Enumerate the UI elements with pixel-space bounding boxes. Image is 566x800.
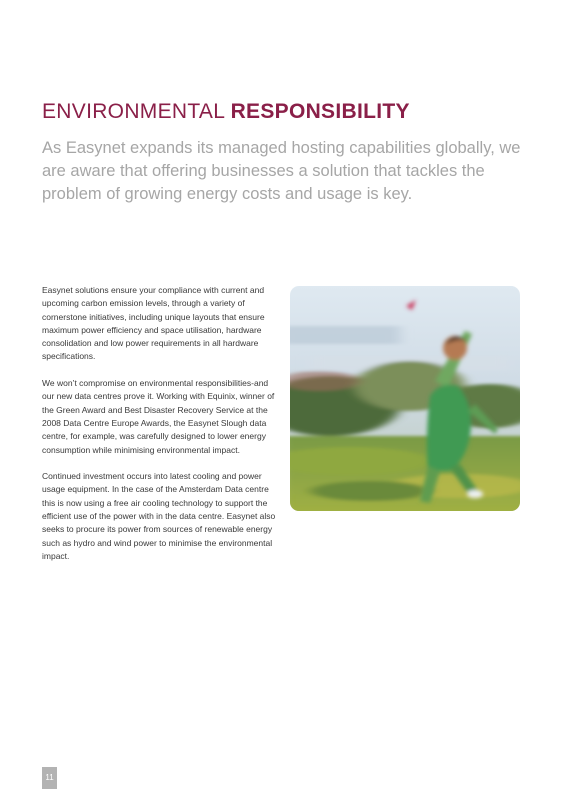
paragraph-3: Continued investment occurs into latest cooling and power usage equipment. In the case of the Amsterdam Data centre this is now using a free air cooling technology to support the efficient use of the power with in the data centre. Easynet also seeks to procure its power from sources of renewable energy such as hydro and wind power to minimise the environmental impact. [42,471,276,561]
page-title [42,99,410,125]
page-number: 11 [42,767,57,789]
paragraph-1: Easynet solutions ensure your compliance with current and upcoming carbon emission levels, through a variety of cornerstone initiatives, including unique layouts that ensure maximum power efficiency and space utilisation, hardware consolidation and low power requirements in all hardware specifications. [42,285,265,362]
title-bold: RESPONSIBILITY [230,100,410,123]
paragraph-2: We won’t compromise on environmental responsibilities-and our new data centres prove it. Working with Equinix, winner of the Green Award and Best Disaster Recovery Service at the 2008 Data Centre Europe Awards, the Easynet Slough data centre, for example, was carefully designed to lower energy consumption while minimising environmental impact. [42,378,275,455]
photo-illustration [290,286,520,511]
body-text [42,284,282,577]
photo-child-running-with-kite [290,286,520,511]
intro-text: As Easynet expands its managed hosting capabilities globally, we are aware that offering businesses a solution that tackles the problem of growing energy costs and usage is key. [42,139,521,203]
title-light: ENVIRONMENTAL [42,100,225,123]
